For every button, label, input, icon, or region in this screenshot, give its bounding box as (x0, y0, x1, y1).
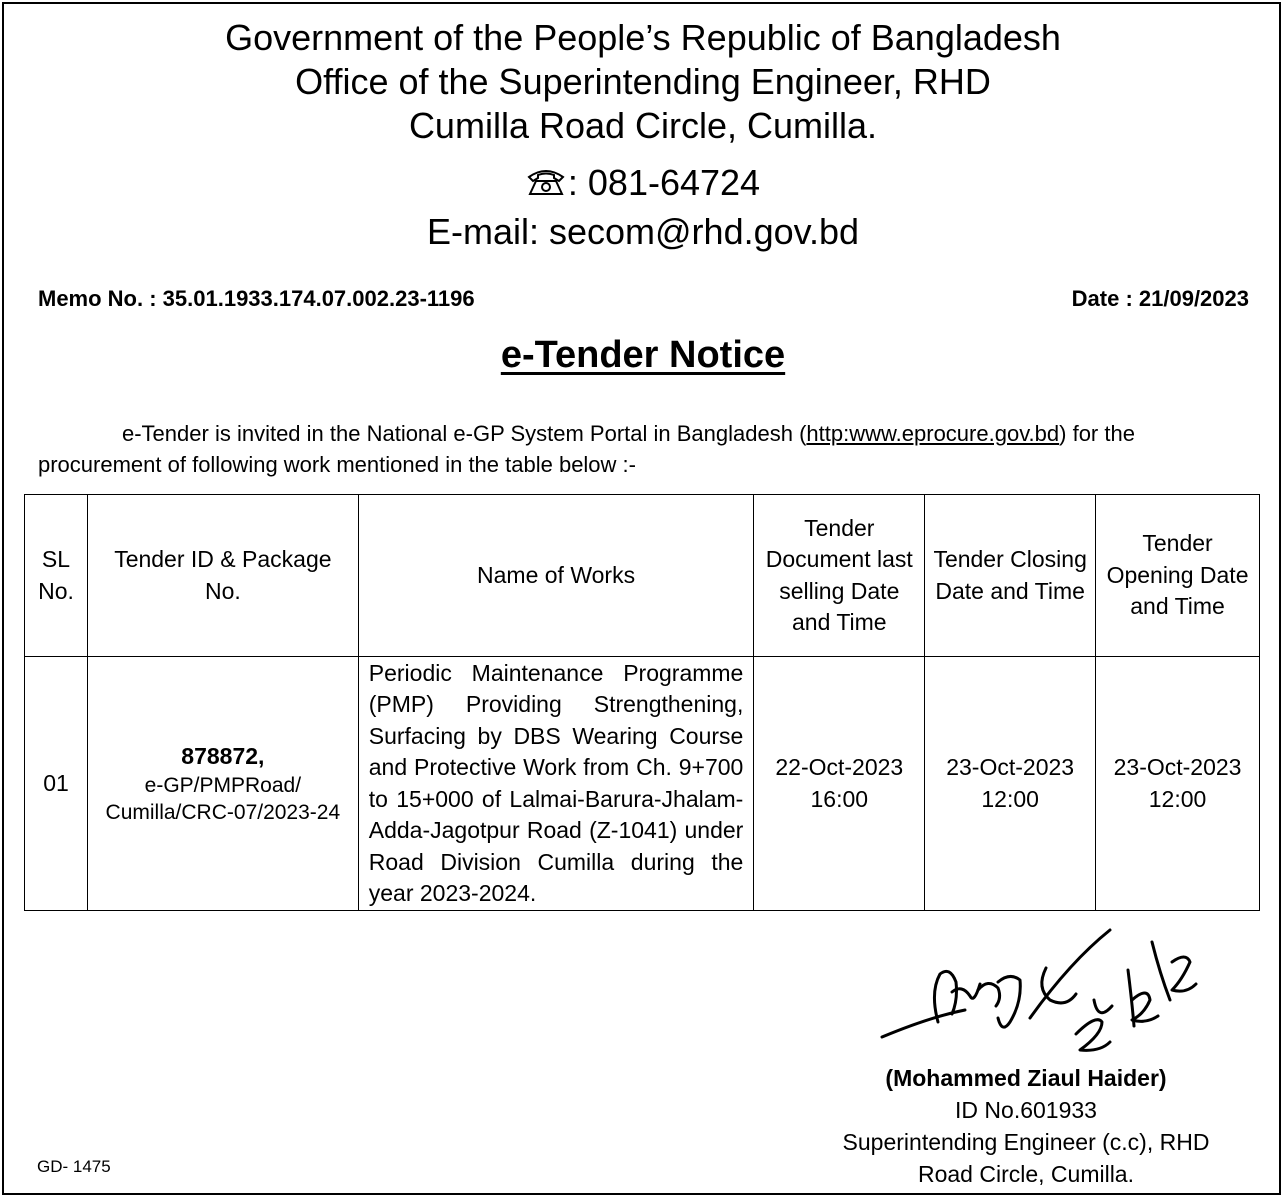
phone-number: : 081-64724 (567, 162, 761, 203)
cell-doc-selling (754, 657, 925, 911)
tender-table (24, 494, 1260, 911)
closing-time: 12:00 (981, 785, 1039, 812)
header-office: Office of the Superintending Engineer, RHD (295, 61, 991, 102)
package-line-1: e-GP/PMPRoad/ (144, 774, 302, 798)
cell-closing (925, 657, 1096, 911)
cell-works: Periodic Maintenance Programme (PMP) Providing Strengthening, Surfacing by DBS Wearing Course and Protective Work from Ch. 9+700 to 15+000 of Lalmai-Barura-Jhalam-Adda-Jagotpur Road (Z-1041) under Road Division Cumilla during the year 2023-2024. (358, 657, 754, 911)
cell-sl: 01 (25, 657, 88, 911)
header-opening: Tender Opening Date and Time (1096, 495, 1260, 657)
memo-number: Memo No. : 35.01.1933.174.07.002.23-1196 (38, 286, 475, 311)
closing-date: 23-Oct-2023 (946, 754, 1075, 780)
telephone-icon (526, 163, 566, 193)
opening-time: 12:00 (1148, 785, 1207, 812)
header-tender-id: Tender ID & Package No. (87, 495, 358, 657)
header-government: Government of the People’s Republic of Bangladesh (225, 17, 1061, 58)
header-sl: SL No. (25, 495, 88, 657)
cell-opening (1096, 657, 1260, 911)
header-closing: Tender Closing Date and Time (925, 495, 1096, 657)
handwritten-signature (870, 922, 1200, 1072)
table-header-row (25, 495, 1260, 657)
intro-paragraph: e-Tender is invited in the National e-GP System Portal in Bangladesh (http:www.eprocure.gov.bd) for the procurement of following work mentioned in the table below :- (38, 421, 1135, 477)
notice-title: e-Tender Notice (500, 334, 786, 376)
header-works: Name of Works (358, 495, 754, 657)
signatory-designation: Superintending Engineer (c.c), RHD (842, 1129, 1210, 1155)
doc-selling-time: 16:00 (810, 785, 869, 812)
header-email: E-mail: secom@rhd.gov.bd (426, 211, 860, 252)
cell-tender-id (87, 657, 358, 911)
memo-date: Date : 21/09/2023 (1071, 286, 1249, 311)
table-row (25, 657, 1260, 911)
doc-selling-date: 22-Oct-2023 (775, 754, 904, 780)
opening-date: 23-Oct-2023 (1113, 754, 1242, 780)
header-phone-line (0, 161, 1286, 205)
header-circle: Cumilla Road Circle, Cumilla. (408, 105, 878, 146)
tender-id-number: 878872, (181, 742, 265, 769)
signatory-id: ID No.601933 (955, 1097, 1097, 1123)
signatory-name: (Mohammed Ziaul Haider) (885, 1065, 1167, 1091)
signatory-office: Road Circle, Cumilla. (917, 1161, 1134, 1187)
footer-code: GD- 1475 (37, 1157, 111, 1176)
eprocure-link[interactable]: http:www.eprocure.gov.bd (806, 421, 1060, 446)
header-doc-selling: Tender Document last selling Date and Time (754, 495, 925, 657)
package-line-2: Cumilla/CRC-07/2023-24 (105, 801, 341, 825)
